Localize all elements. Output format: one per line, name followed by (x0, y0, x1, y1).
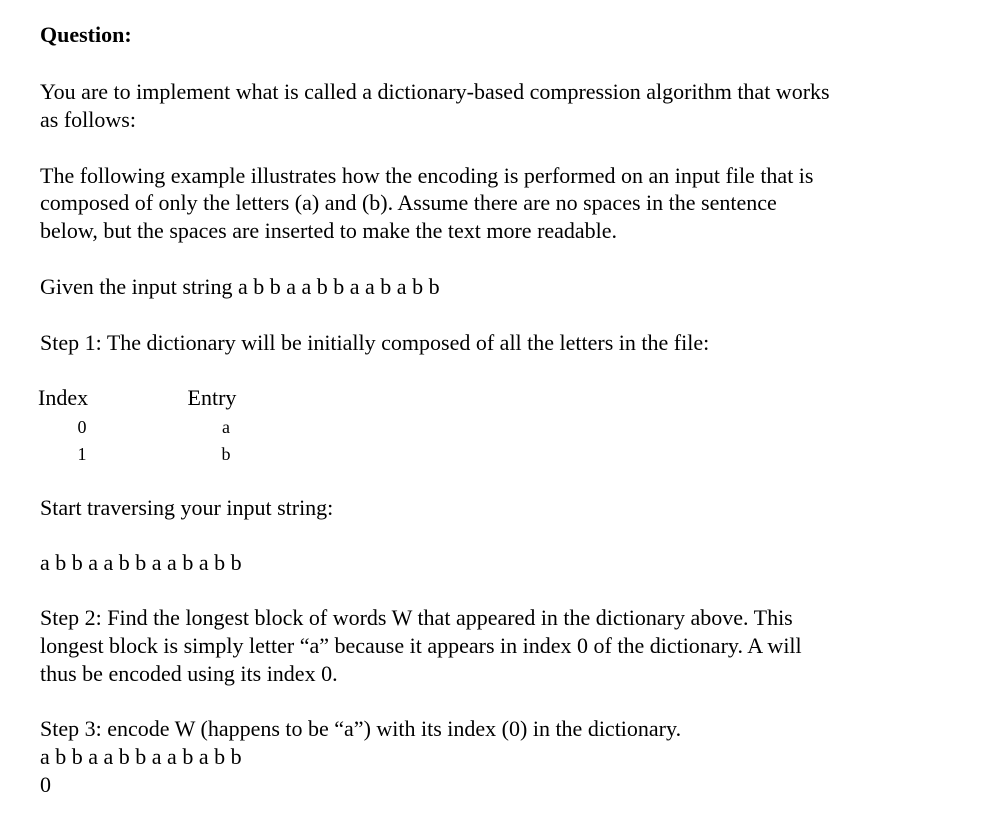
example-line-3: below, but the spaces are inserted to make the text more readable. (40, 218, 618, 243)
question-heading: Question: (40, 22, 132, 47)
index-header: Index (38, 385, 89, 410)
step3-input-string: a b b a a b b a a b a b b (40, 744, 242, 769)
row-0-entry: a (222, 417, 230, 437)
intro-line-2: as follows: (40, 107, 136, 132)
row-1-entry: b (221, 444, 231, 464)
intro-line-1: You are to implement what is called a dictionary-based compression algorithm that works (40, 79, 830, 104)
step2-line-2: longest block is simply letter “a” because it appears in index 0 of the dictionary. A will (40, 633, 802, 658)
start-traversing-text: Start traversing your input string: (40, 495, 334, 520)
row-0-index: 0 (77, 417, 87, 437)
step2-line-3: thus be encoded using its index 0. (40, 661, 338, 686)
step3-text: Step 3: encode W (happens to be “a”) with its index (0) in the dictionary. (40, 716, 682, 741)
step1-text: Step 1: The dictionary will be initially composed of all the letters in the file: (40, 330, 710, 355)
example-line-2: composed of only the letters (a) and (b). Assume there are no spaces in the sentence (40, 190, 777, 215)
example-line-1: The following example illustrates how the encoding is performed on an input file that is (40, 163, 814, 188)
row-1-index: 1 (77, 444, 87, 464)
step2-line-1: Step 2: Find the longest block of words W that appeared in the dictionary above. This (40, 605, 793, 630)
given-input-string: Given the input string a b b a a b b a a b a b b (40, 274, 440, 299)
input-string: a b b a a b b a a b a b b (40, 550, 242, 575)
entry-header: Entry (187, 385, 237, 410)
step3-output: 0 (40, 772, 51, 797)
